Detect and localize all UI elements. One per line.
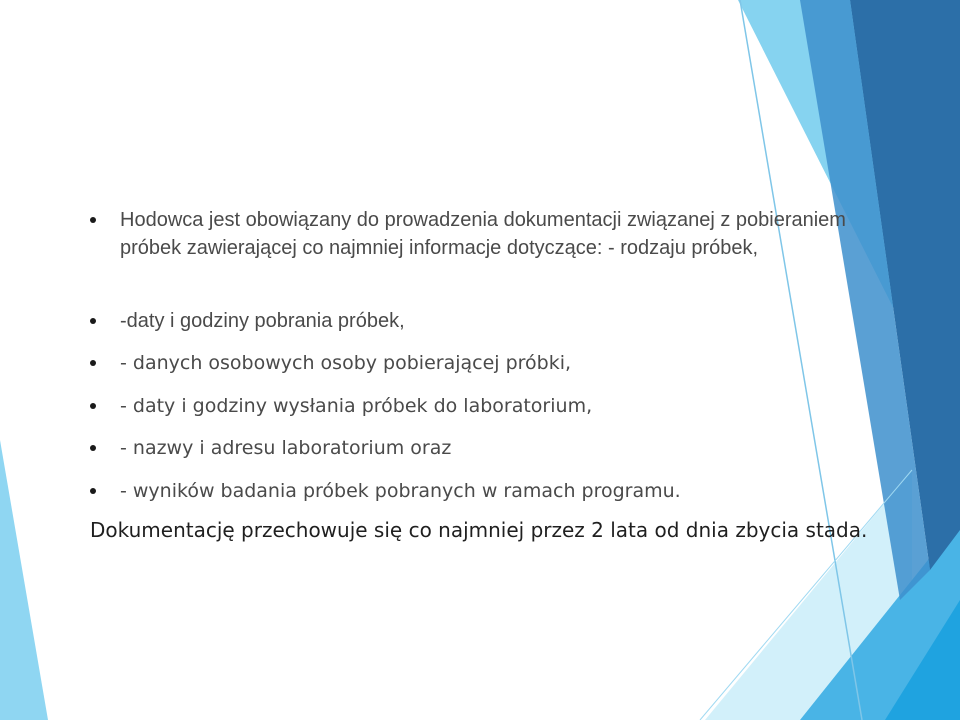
bullet-item (90, 477, 860, 505)
bullet-dot-icon (90, 217, 96, 223)
bullet-dot-icon (90, 318, 96, 324)
bullet-dot-icon (90, 360, 96, 366)
bullet-item (90, 349, 860, 377)
bullet-text: - wyników badania próbek pobranych w ramach programu. (120, 480, 681, 502)
bullet-text: - daty i godziny wysłania próbek do laboratorium, (120, 395, 593, 417)
bullet-text: - nazwy i adresu laboratorium oraz (120, 437, 452, 459)
bullet-dot-icon (90, 445, 96, 451)
bullet-text: - danych osobowych osoby pobierającej próbki, (120, 352, 572, 374)
closing-paragraph: Dokumentację przechowuje się co najmniej przez 2 lata od dnia zbycia stada. (90, 518, 868, 542)
bullet-text: Hodowca jest obowiązany do prowadzenia dokumentacji związanej z pobieraniem próbek zawierającej co najmniej informacje dotyczące: - rodzaju próbek, (120, 209, 846, 259)
bullet-dot-icon (90, 488, 96, 494)
bullet-text: -daty i godziny pobrania próbek, (120, 310, 405, 332)
bullet-dot-icon (90, 403, 96, 409)
bullet-item (90, 392, 860, 420)
bullet-item (90, 307, 860, 335)
bullet-item (90, 206, 860, 262)
bullet-item (90, 434, 860, 462)
